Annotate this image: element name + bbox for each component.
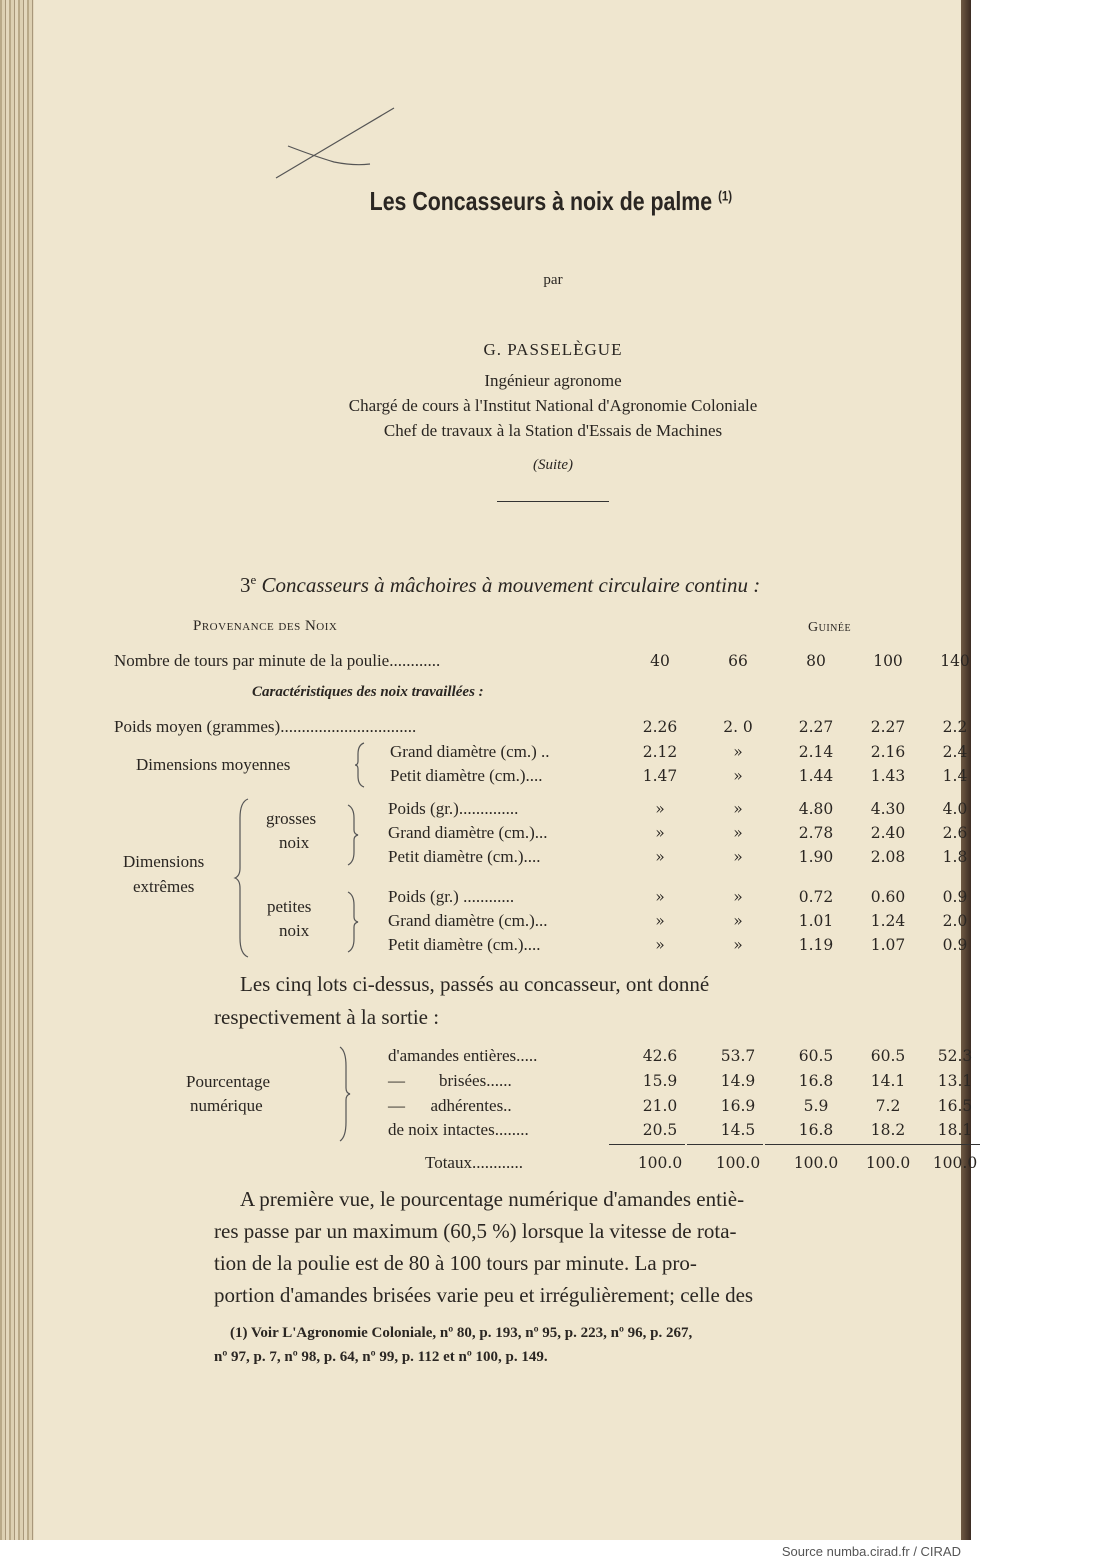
divider [497,501,609,502]
grosses-value: 2.78 [798,824,834,842]
pct-value: 60.5 [798,1047,834,1065]
pct-label: numérique [190,1096,263,1115]
grosses-value: 1.8 [942,848,968,866]
petites-value: 1.01 [798,912,834,930]
tours-value: 66 [728,652,748,670]
petit-label: Petit diamètre (cm.).... [390,766,543,785]
pct-value: 16.9 [720,1097,756,1115]
petites-value: 0.72 [798,888,834,906]
petit-value: 1.47 [642,767,678,785]
grosses-row-label: Petit diamètre (cm.).... [388,847,541,866]
petites-row-label: Poids (gr.) ............ [388,887,515,906]
paragraph-line: respectivement à la sortie : [214,1005,440,1029]
pct-value: 53.7 [720,1047,756,1065]
pct-value: 42.6 [642,1047,678,1065]
grosses-value: 2.40 [870,824,906,842]
total-value: 100.0 [715,1154,761,1172]
carac-heading: Caractéristiques des noix travaillées : [252,684,484,700]
total-rule [904,1144,980,1145]
affiliation: Chef de travaux à la Station d'Essais de Machines [383,421,723,440]
grand-value: 2.16 [870,743,906,761]
grand-value: 2.4 [942,743,968,761]
by-line: par [543,272,563,288]
section-title: Concasseurs à mâchoires à mouvement circulaire continu : [261,573,761,597]
pct-value: 18.1 [937,1121,973,1139]
pct-value: 16.5 [937,1097,973,1115]
tours-value: 140 [940,652,970,670]
total-rule [765,1144,841,1145]
petites-value: » [655,888,665,906]
dim-ext-label: extrêmes [133,877,195,896]
grosses-value: » [655,848,665,866]
grosses-value: » [655,824,665,842]
tours-value: 40 [650,652,670,670]
total-rule [609,1144,685,1145]
pct-row-label: — brisées...... [388,1071,512,1090]
total-value: 100.0 [637,1154,683,1172]
grosses-label: grosses [266,809,317,828]
pct-value: 16.8 [798,1121,834,1139]
pct-row-label: — adhérentes.. [388,1096,512,1115]
section-sup: e [250,572,257,587]
tours-label: Nombre de tours par minute de la poulie............ [114,651,441,670]
section-heading [240,572,760,598]
total-value: 100.0 [793,1154,839,1172]
petites-value: 2.0 [942,912,968,930]
poids-value: 2.27 [798,718,834,736]
pct-value: 52.3 [937,1047,973,1065]
grosses-value: » [733,800,743,818]
suite-label: (Suite) [533,457,573,473]
poids-value: 2.27 [870,718,906,736]
paragraph-line: portion d'amandes brisées varie peu et irrégulièrement; celle des [214,1283,754,1307]
petites-row-label: Petit diamètre (cm.).... [388,935,541,954]
pct-value: 15.9 [642,1072,678,1090]
petites-label: petites [267,897,312,916]
grand-value: 2.12 [642,743,678,761]
petites-value: 0.9 [942,936,968,954]
petit-value: 1.44 [798,767,834,785]
grosses-label: noix [279,833,310,852]
grosses-value: 4.30 [870,800,906,818]
poids-label: Poids moyen (grammes)................................ [114,717,417,736]
pct-value: 5.9 [803,1097,829,1115]
provenance-value: Guinée [808,620,852,635]
grosses-value: 2.6 [942,824,968,842]
footnote-line: nº 97, p. 7, nº 98, p. 64, nº 99, p. 112 et nº 100, p. 149. [214,1349,548,1365]
grand-value: 2.14 [798,743,834,761]
petites-value: » [655,936,665,954]
petites-value: » [733,912,743,930]
brace [338,1046,352,1142]
grosses-value: 4.80 [798,800,834,818]
dim-moy-label: Dimensions moyennes [136,755,291,774]
petites-value: » [733,888,743,906]
total-rule [837,1144,913,1145]
paragraph-line: res passe par un maximum (60,5 %) lorsque la vitesse de rota- [214,1219,737,1243]
title-footnote-ref: (1) [718,187,733,204]
grosses-row-label: Grand diamètre (cm.)... [388,823,548,842]
petites-value: 1.19 [798,936,834,954]
petites-value: » [733,936,743,954]
provenance-label: Provenance des Noix [193,618,338,634]
pct-label: Pourcentage [186,1072,271,1091]
pct-value: 16.8 [798,1072,834,1090]
article-title [100,186,1002,217]
brace [346,804,360,866]
dim-ext-label: Dimensions [123,852,205,871]
pct-value: 21.0 [642,1097,678,1115]
tours-value: 80 [806,652,826,670]
totaux-label: Totaux............ [425,1153,523,1172]
affiliation: Ingénieur agronome [484,371,622,390]
petites-label: noix [279,921,310,940]
pct-value: 18.2 [870,1121,906,1139]
grosses-value: 2.08 [870,848,906,866]
poids-value: 2. 0 [723,718,753,736]
poids-value: 2.26 [642,718,678,736]
petites-value: 0.9 [942,888,968,906]
brace [354,742,366,788]
pct-value: 14.5 [720,1121,756,1139]
section-number: 3 [240,573,251,597]
pct-value: 7.2 [875,1097,901,1115]
brace [234,798,250,958]
total-value: 100.0 [865,1154,911,1172]
petit-value: 1.4 [942,767,968,785]
petites-value: 1.24 [870,912,906,930]
petites-value: » [655,912,665,930]
pct-value: 60.5 [870,1047,906,1065]
total-rule [687,1144,763,1145]
grand-label: Grand diamètre (cm.) .. [390,742,550,761]
paragraph-line: tion de la poulie est de 80 à 100 tours par minute. La pro- [214,1251,697,1275]
grand-value: » [733,743,743,761]
petites-row-label: Grand diamètre (cm.)... [388,911,548,930]
pct-row-label: d'amandes entières..... [388,1046,538,1065]
book-binding [0,0,34,1540]
grosses-row-label: Poids (gr.).............. [388,799,519,818]
author: G. PASSELÈGUE [483,340,623,359]
footnote-line: (1) Voir L'Agronomie Coloniale, nº 80, p. 193, nº 95, p. 223, nº 96, p. 267, [230,1325,693,1341]
petites-value: 1.07 [870,936,906,954]
handwritten-cross-mark [274,104,404,184]
poids-value: 2.2 [942,718,968,736]
paragraph-line: Les cinq lots ci-dessus, passés au concasseur, ont donné [240,972,710,996]
affiliation: Chargé de cours à l'Institut National d'Agronomie Coloniale [348,396,758,415]
pct-value: 14.1 [870,1072,906,1090]
tours-value: 100 [873,652,903,670]
paragraph-line: A première vue, le pourcentage numérique d'amandes entiè- [240,1187,745,1211]
pct-value: 14.9 [720,1072,756,1090]
grosses-value: 4.0 [942,800,968,818]
petites-value: 0.60 [870,888,906,906]
title-text: Les Concasseurs à noix de palme [369,186,713,216]
petit-value: » [733,767,743,785]
grosses-value: » [733,824,743,842]
grosses-value: » [655,800,665,818]
total-value: 100.0 [932,1154,978,1172]
pct-value: 20.5 [642,1121,678,1139]
pct-row-label: de noix intactes........ [388,1120,529,1139]
grosses-value: » [733,848,743,866]
brace [346,891,360,953]
source-credit: Source numba.cirad.fr / CIRAD [781,1544,961,1559]
pct-value: 13.1 [937,1072,973,1090]
grosses-value: 1.90 [798,848,834,866]
petit-value: 1.43 [870,767,906,785]
